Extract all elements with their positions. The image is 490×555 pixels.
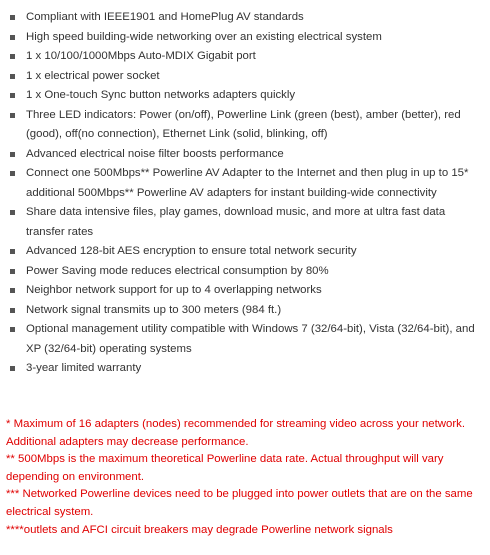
feature-item	[0, 320, 486, 359]
bullet-icon	[10, 308, 15, 313]
bullet-icon	[10, 35, 15, 40]
feature-text: Advanced 128-bit AES encryption to ensure total network security	[26, 245, 357, 257]
feature-item	[0, 262, 486, 282]
bullet-icon	[10, 171, 15, 176]
feature-item	[0, 301, 486, 321]
feature-text: Compliant with IEEE1901 and HomePlug AV standards	[26, 11, 304, 23]
feature-item	[0, 242, 486, 262]
bullet-icon	[10, 249, 15, 254]
feature-item	[0, 203, 486, 242]
feature-text: Advanced electrical noise filter boosts performance	[26, 147, 284, 160]
feature-item	[0, 86, 486, 106]
footnotes	[6, 416, 488, 539]
feature-text: Optional management utility compatible with Windows 7 (32/64-bit), Vista (32/64-bit), and XP (32/64-bit) operating systems	[26, 323, 475, 355]
bullet-icon	[10, 54, 15, 59]
feature-item	[0, 8, 486, 28]
bullet-icon	[10, 152, 15, 157]
bullet-icon	[10, 93, 15, 98]
feature-item	[0, 281, 486, 301]
bullet-icon	[10, 327, 15, 332]
feature-item	[0, 67, 486, 87]
feature-text: Three LED indicators: Power (on/off), Powerline Link (green (best), amber (better), red (good), off(no connection), Ethernet Link (solid, blinking, off)	[26, 108, 461, 140]
footnote: *** Networked Powerline devices need to be plugged into power outlets that are on the same electrical system.	[6, 488, 473, 518]
feature-text: 1 x 10/100/1000Mbps Auto-MDIX Gigabit port	[26, 50, 256, 62]
feature-list	[0, 8, 486, 379]
bullet-icon	[10, 74, 15, 79]
feature-text: Neighbor network support for up to 4 overlapping networks	[26, 284, 322, 296]
bullet-icon	[10, 366, 15, 371]
feature-text: Network signal transmits up to 300 meters (984 ft.)	[26, 303, 282, 316]
bullet-icon	[10, 15, 15, 20]
bullet-icon	[10, 113, 15, 118]
bullet-icon	[10, 269, 15, 274]
feature-text: 1 x electrical power socket	[26, 69, 160, 82]
feature-text: Connect one 500Mbps** Powerline AV Adapter to the Internet and then plug in up to 15* additional 500Mbps** Powerline AV adapters for instant building-wide connectivity	[26, 167, 469, 199]
feature-text: 3-year limited warranty	[26, 362, 142, 374]
feature-item	[0, 359, 486, 379]
footnote: ** 500Mbps is the maximum theoretical Powerline data rate. Actual throughput will vary depending on environment.	[6, 453, 444, 483]
bullet-icon	[10, 288, 15, 293]
feature-text: Share data intensive files, play games, download music, and more at ultra fast data transfer rates	[26, 206, 446, 238]
footnote: * Maximum of 16 adapters (nodes) recommended for streaming video across your network. Additional adapters may decrease performance.	[6, 418, 465, 448]
footnote: ****outlets and AFCI circuit breakers may degrade Powerline network signals	[6, 523, 393, 536]
feature-text: High speed building-wide networking over an existing electrical system	[26, 30, 382, 43]
feature-item	[0, 47, 486, 67]
feature-text: Power Saving mode reduces electrical consumption by 80%	[26, 264, 329, 277]
bullet-icon	[10, 210, 15, 215]
feature-item	[0, 164, 486, 203]
feature-item	[0, 28, 486, 48]
feature-item	[0, 145, 486, 165]
feature-text: 1 x One-touch Sync button networks adapters quickly	[26, 89, 296, 101]
feature-item	[0, 106, 486, 145]
